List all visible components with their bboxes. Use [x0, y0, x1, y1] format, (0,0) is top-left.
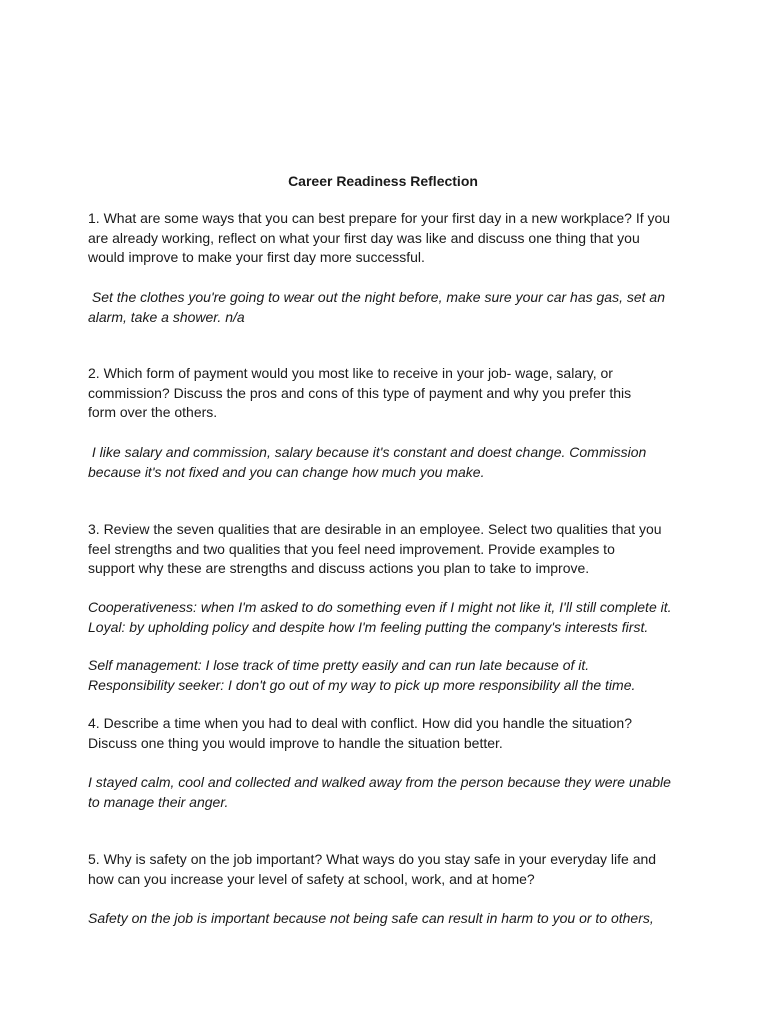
question-1-line-3: would improve to make your first day more successful. [88, 249, 425, 265]
answer-3b-line-2: Responsibility seeker: I don't go out of my way to pick up more responsibility all the time. [88, 676, 636, 693]
question-1 [88, 209, 688, 268]
question-3-line-3: support why these are strengths and discuss actions you plan to take to improve. [88, 560, 590, 576]
answer-2-line-1: I like salary and commission, salary because it's constant and doest change. Commission [88, 444, 647, 460]
answer-5 [88, 909, 688, 929]
answer-4 [88, 773, 688, 812]
answer-1 [88, 288, 688, 327]
question-3-line-2: feel strengths and two qualities that you feel need improvement. Provide examples to [88, 540, 615, 557]
question-2-line-1: 2. Which form of payment would you most like to receive in your job- wage, salary, or [88, 365, 613, 381]
question-2-line-3: form over the others. [88, 404, 218, 420]
question-2-line-2: commission? Discuss the pros and cons of this type of payment and why you prefer this [88, 384, 632, 401]
question-4-line-2: Discuss one thing you would improve to handle the situation better. [88, 734, 503, 751]
answer-3b [88, 656, 688, 695]
answer-4-line-2: to manage their anger. [88, 793, 229, 810]
question-1-line-1: 1. What are some ways that you can best prepare for your first day in a new workplace? If you [88, 210, 671, 226]
answer-2-line-2: because it's not fixed and you can change how much you make. [88, 463, 485, 480]
answer-5-line-1: Safety on the job is important because not being safe can result in harm to you or to others, [88, 910, 654, 926]
question-1-line-2: are already working, reflect on what your first day was like and discuss one thing that you [88, 229, 640, 246]
question-4-line-1: 4. Describe a time when you had to deal with conflict. How did you handle the situation? [88, 715, 632, 731]
answer-2 [88, 443, 688, 482]
question-3-line-1: 3. Review the seven qualities that are desirable in an employee. Select two qualities that you [88, 521, 662, 537]
question-3 [88, 520, 688, 579]
answer-3a [88, 598, 688, 637]
question-2 [88, 364, 688, 423]
answer-4-line-1: I stayed calm, cool and collected and walked away from the person because they were unable [88, 774, 671, 790]
question-5 [88, 850, 688, 889]
answer-1-line-1: Set the clothes you're going to wear out the night before, make sure your car has gas, set an [88, 289, 666, 305]
question-5-line-2: how can you increase your level of safety at school, work, and at home? [88, 870, 535, 887]
document-title: Career Readiness Reflection [288, 173, 478, 189]
question-5-line-1: 5. Why is safety on the job important? What ways do you stay safe in your everyday life and [88, 851, 657, 867]
answer-3a-line-1: Cooperativeness: when I'm asked to do something even if I might not like it, I'll still complete it. [88, 599, 672, 615]
question-4 [88, 714, 688, 753]
answer-3b-line-1: Self management: I lose track of time pretty easily and can run late because of it. [88, 657, 590, 673]
answer-3a-line-2: Loyal: by upholding policy and despite how I'm feeling putting the company's interests first. [88, 618, 649, 635]
answer-1-line-2: alarm, take a shower. n/a [88, 308, 245, 325]
